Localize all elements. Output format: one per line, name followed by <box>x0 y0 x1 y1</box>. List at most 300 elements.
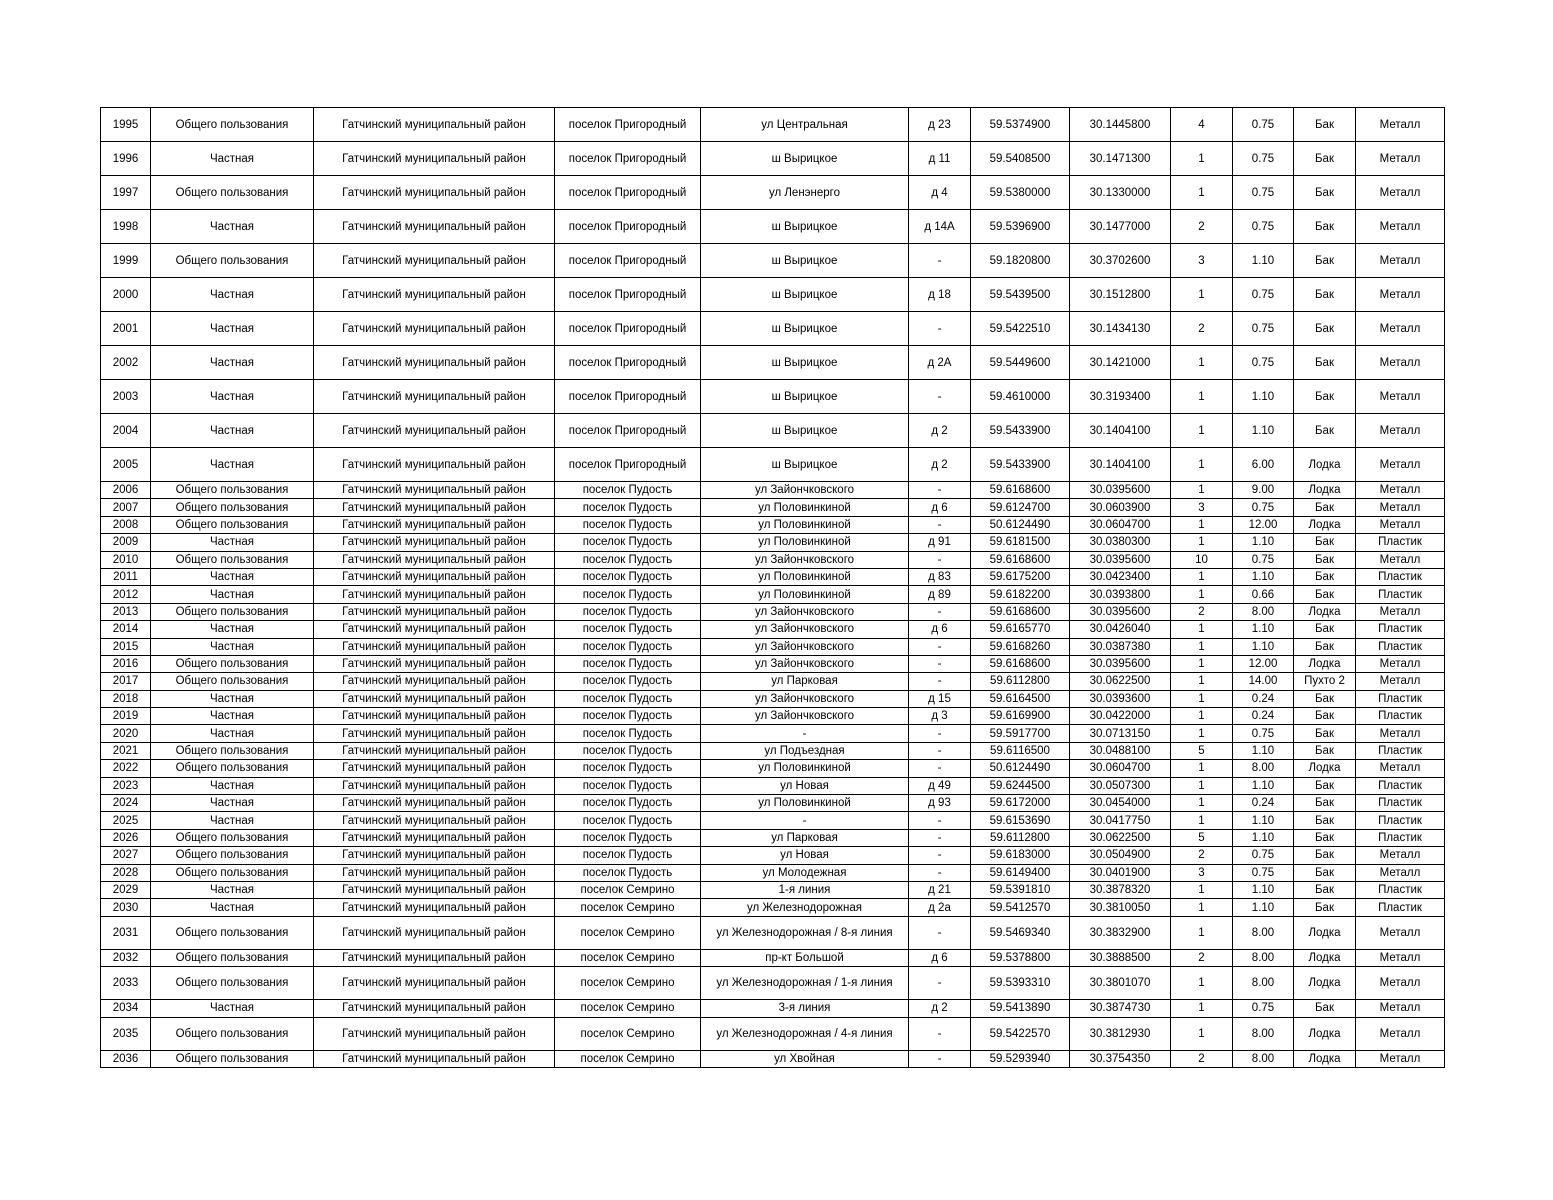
cell-number: 2004 <box>101 414 151 448</box>
cell-settlement: поселок Пригородный <box>555 176 701 210</box>
cell-district: Гатчинский муниципальный район <box>314 829 555 846</box>
cell-container-type: Бак <box>1294 899 1356 916</box>
cell-latitude: 59.6183000 <box>971 847 1070 864</box>
cell-district: Гатчинский муниципальный район <box>314 690 555 707</box>
cell-volume: 0.75 <box>1233 1000 1294 1017</box>
cell-longitude: 30.1404100 <box>1070 414 1171 448</box>
cell-settlement: поселок Пудость <box>555 586 701 603</box>
cell-settlement: поселок Пудость <box>555 621 701 638</box>
cell-count: 1 <box>1171 414 1233 448</box>
cell-number: 1999 <box>101 244 151 278</box>
cell-latitude: 59.5422510 <box>971 312 1070 346</box>
cell-house: д 15 <box>909 690 971 707</box>
cell-ownership: Общего пользования <box>151 1050 314 1067</box>
cell-number: 2034 <box>101 1000 151 1017</box>
cell-volume: 8.00 <box>1233 1017 1294 1050</box>
cell-ownership: Частная <box>151 725 314 742</box>
table-row <box>101 864 1445 881</box>
cell-house: д 21 <box>909 881 971 898</box>
cell-ownership: Частная <box>151 278 314 312</box>
cell-latitude: 59.5469340 <box>971 916 1070 949</box>
cell-container-type: Бак <box>1294 864 1356 881</box>
cell-house: д 14А <box>909 210 971 244</box>
table-row <box>101 881 1445 898</box>
cell-district: Гатчинский муниципальный район <box>314 568 555 585</box>
cell-street: ул Зайончковского <box>701 551 909 568</box>
cell-material: Металл <box>1356 278 1445 312</box>
cell-material: Металл <box>1356 1050 1445 1067</box>
cell-longitude: 30.3801070 <box>1070 967 1171 1000</box>
cell-material: Металл <box>1356 346 1445 380</box>
cell-number: 2026 <box>101 829 151 846</box>
cell-settlement: поселок Пудость <box>555 568 701 585</box>
cell-ownership: Общего пользования <box>151 108 314 142</box>
cell-number: 2000 <box>101 278 151 312</box>
cell-settlement: поселок Семрино <box>555 899 701 916</box>
cell-latitude: 59.5378800 <box>971 949 1070 966</box>
cell-settlement: поселок Семрино <box>555 967 701 1000</box>
cell-count: 1 <box>1171 899 1233 916</box>
cell-latitude: 59.6168600 <box>971 482 1070 499</box>
cell-street: ул Новая <box>701 847 909 864</box>
cell-settlement: поселок Пудость <box>555 795 701 812</box>
cell-street: ул Зайончковского <box>701 655 909 672</box>
cell-settlement: поселок Пригородный <box>555 448 701 482</box>
cell-material: Металл <box>1356 603 1445 620</box>
cell-ownership: Общего пользования <box>151 916 314 949</box>
cell-district: Гатчинский муниципальный район <box>314 621 555 638</box>
cell-count: 2 <box>1171 949 1233 966</box>
cell-material: Металл <box>1356 108 1445 142</box>
cell-count: 1 <box>1171 760 1233 777</box>
cell-number: 2024 <box>101 795 151 812</box>
cell-house: - <box>909 916 971 949</box>
cell-volume: 1.10 <box>1233 881 1294 898</box>
cell-latitude: 59.6116500 <box>971 742 1070 759</box>
cell-number: 2030 <box>101 899 151 916</box>
cell-volume: 0.75 <box>1233 312 1294 346</box>
cell-street: пр-кт Большой <box>701 949 909 966</box>
cell-number: 2005 <box>101 448 151 482</box>
cell-count: 3 <box>1171 864 1233 881</box>
cell-volume: 0.75 <box>1233 176 1294 210</box>
cell-container-type: Лодка <box>1294 516 1356 533</box>
table-row <box>101 847 1445 864</box>
cell-settlement: поселок Пригородный <box>555 346 701 380</box>
cell-container-type: Бак <box>1294 176 1356 210</box>
cell-latitude: 59.5413890 <box>971 1000 1070 1017</box>
cell-count: 1 <box>1171 346 1233 380</box>
cell-settlement: поселок Семрино <box>555 949 701 966</box>
cell-longitude: 30.3832900 <box>1070 916 1171 949</box>
cell-container-type: Бак <box>1294 829 1356 846</box>
cell-container-type: Бак <box>1294 621 1356 638</box>
cell-district: Гатчинский муниципальный район <box>314 346 555 380</box>
table-row <box>101 967 1445 1000</box>
cell-house: д 18 <box>909 278 971 312</box>
cell-material: Металл <box>1356 414 1445 448</box>
cell-house: д 83 <box>909 568 971 585</box>
table-row <box>101 142 1445 176</box>
cell-house: д 2а <box>909 899 971 916</box>
cell-container-type: Пухто 2 <box>1294 673 1356 690</box>
cell-material: Пластик <box>1356 812 1445 829</box>
cell-latitude: 59.6165770 <box>971 621 1070 638</box>
cell-latitude: 59.5433900 <box>971 414 1070 448</box>
cell-latitude: 59.5380000 <box>971 176 1070 210</box>
cell-number: 2032 <box>101 949 151 966</box>
cell-district: Гатчинский муниципальный район <box>314 742 555 759</box>
cell-volume: 14.00 <box>1233 673 1294 690</box>
cell-longitude: 30.3193400 <box>1070 380 1171 414</box>
cell-district: Гатчинский муниципальный район <box>314 795 555 812</box>
cell-street: ул Половинкиной <box>701 516 909 533</box>
cell-latitude: 59.5293940 <box>971 1050 1070 1067</box>
cell-settlement: поселок Пригородный <box>555 380 701 414</box>
cell-number: 2022 <box>101 760 151 777</box>
cell-latitude: 59.6169900 <box>971 708 1070 725</box>
cell-container-type: Бак <box>1294 108 1356 142</box>
cell-material: Металл <box>1356 516 1445 533</box>
cell-volume: 1.10 <box>1233 414 1294 448</box>
cell-volume: 0.75 <box>1233 210 1294 244</box>
cell-district: Гатчинский муниципальный район <box>314 949 555 966</box>
cell-street: 3-я линия <box>701 1000 909 1017</box>
cell-street: ул Зайончковского <box>701 638 909 655</box>
cell-count: 1 <box>1171 534 1233 551</box>
cell-district: Гатчинский муниципальный район <box>314 603 555 620</box>
table-row <box>101 1000 1445 1017</box>
table-row <box>101 760 1445 777</box>
cell-count: 1 <box>1171 795 1233 812</box>
cell-district: Гатчинский муниципальный район <box>314 1000 555 1017</box>
cell-settlement: поселок Пригородный <box>555 278 701 312</box>
cell-latitude: 59.6168600 <box>971 551 1070 568</box>
cell-volume: 9.00 <box>1233 482 1294 499</box>
cell-material: Металл <box>1356 448 1445 482</box>
cell-count: 4 <box>1171 108 1233 142</box>
table-body <box>101 108 1445 1068</box>
cell-volume: 1.10 <box>1233 244 1294 278</box>
table-row <box>101 244 1445 278</box>
cell-count: 1 <box>1171 1017 1233 1050</box>
cell-container-type: Бак <box>1294 142 1356 176</box>
cell-settlement: поселок Пудость <box>555 516 701 533</box>
cell-longitude: 30.0422000 <box>1070 708 1171 725</box>
cell-container-type: Лодка <box>1294 448 1356 482</box>
cell-ownership: Частная <box>151 690 314 707</box>
cell-district: Гатчинский муниципальный район <box>314 777 555 794</box>
cell-volume: 8.00 <box>1233 949 1294 966</box>
cell-count: 1 <box>1171 1000 1233 1017</box>
cell-house: д 2 <box>909 1000 971 1017</box>
cell-material: Пластик <box>1356 795 1445 812</box>
cell-settlement: поселок Пудость <box>555 499 701 516</box>
cell-house: д 6 <box>909 621 971 638</box>
cell-longitude: 30.0454000 <box>1070 795 1171 812</box>
cell-number: 2007 <box>101 499 151 516</box>
cell-material: Металл <box>1356 210 1445 244</box>
cell-material: Пластик <box>1356 777 1445 794</box>
cell-house: д 2А <box>909 346 971 380</box>
cell-material: Пластик <box>1356 621 1445 638</box>
cell-street: ш Вырицкое <box>701 346 909 380</box>
table-row <box>101 551 1445 568</box>
cell-ownership: Частная <box>151 210 314 244</box>
cell-longitude: 30.0380300 <box>1070 534 1171 551</box>
table-row <box>101 380 1445 414</box>
cell-latitude: 59.6168600 <box>971 655 1070 672</box>
cell-district: Гатчинский муниципальный район <box>314 380 555 414</box>
cell-house: - <box>909 673 971 690</box>
cell-house: - <box>909 312 971 346</box>
cell-material: Металл <box>1356 244 1445 278</box>
cell-container-type: Бак <box>1294 847 1356 864</box>
cell-ownership: Общего пользования <box>151 1017 314 1050</box>
cell-settlement: поселок Пудость <box>555 708 701 725</box>
cell-container-type: Бак <box>1294 499 1356 516</box>
cell-material: Металл <box>1356 864 1445 881</box>
cell-street: ул Половинкиной <box>701 760 909 777</box>
cell-ownership: Общего пользования <box>151 603 314 620</box>
cell-count: 2 <box>1171 847 1233 864</box>
cell-latitude: 59.6168260 <box>971 638 1070 655</box>
cell-longitude: 30.0395600 <box>1070 603 1171 620</box>
cell-count: 5 <box>1171 742 1233 759</box>
cell-container-type: Бак <box>1294 278 1356 312</box>
cell-ownership: Общего пользования <box>151 673 314 690</box>
cell-volume: 1.10 <box>1233 638 1294 655</box>
cell-longitude: 30.1330000 <box>1070 176 1171 210</box>
cell-district: Гатчинский муниципальный район <box>314 899 555 916</box>
cell-container-type: Бак <box>1294 795 1356 812</box>
cell-ownership: Общего пользования <box>151 499 314 516</box>
cell-street: - <box>701 812 909 829</box>
cell-ownership: Частная <box>151 708 314 725</box>
cell-street: ул Хвойная <box>701 1050 909 1067</box>
cell-house: - <box>909 603 971 620</box>
cell-number: 2035 <box>101 1017 151 1050</box>
cell-material: Металл <box>1356 482 1445 499</box>
cell-volume: 1.10 <box>1233 899 1294 916</box>
cell-material: Металл <box>1356 725 1445 742</box>
cell-container-type: Бак <box>1294 881 1356 898</box>
cell-house: - <box>909 380 971 414</box>
cell-number: 2009 <box>101 534 151 551</box>
cell-count: 2 <box>1171 603 1233 620</box>
cell-container-type: Бак <box>1294 708 1356 725</box>
cell-street: ш Вырицкое <box>701 244 909 278</box>
cell-ownership: Частная <box>151 881 314 898</box>
cell-ownership: Общего пользования <box>151 742 314 759</box>
cell-district: Гатчинский муниципальный район <box>314 534 555 551</box>
cell-longitude: 30.0393600 <box>1070 690 1171 707</box>
cell-latitude: 59.5422570 <box>971 1017 1070 1050</box>
cell-volume: 0.75 <box>1233 278 1294 312</box>
cell-count: 1 <box>1171 568 1233 585</box>
cell-ownership: Общего пользования <box>151 760 314 777</box>
cell-number: 2012 <box>101 586 151 603</box>
cell-latitude: 59.5393310 <box>971 967 1070 1000</box>
cell-material: Пластик <box>1356 690 1445 707</box>
cell-district: Гатчинский муниципальный район <box>314 916 555 949</box>
cell-house: - <box>909 638 971 655</box>
cell-volume: 1.10 <box>1233 568 1294 585</box>
cell-street: ул Парковая <box>701 673 909 690</box>
cell-settlement: поселок Семрино <box>555 1050 701 1067</box>
cell-ownership: Общего пользования <box>151 967 314 1000</box>
cell-number: 2020 <box>101 725 151 742</box>
cell-house: - <box>909 829 971 846</box>
cell-container-type: Бак <box>1294 638 1356 655</box>
cell-material: Пластик <box>1356 829 1445 846</box>
cell-longitude: 30.0507300 <box>1070 777 1171 794</box>
cell-latitude: 59.5396900 <box>971 210 1070 244</box>
cell-number: 2028 <box>101 864 151 881</box>
cell-number: 2014 <box>101 621 151 638</box>
cell-number: 1998 <box>101 210 151 244</box>
cell-longitude: 30.0417750 <box>1070 812 1171 829</box>
cell-settlement: поселок Пригородный <box>555 312 701 346</box>
cell-house: - <box>909 725 971 742</box>
cell-settlement: поселок Пудость <box>555 655 701 672</box>
cell-count: 3 <box>1171 499 1233 516</box>
cell-settlement: поселок Семрино <box>555 881 701 898</box>
cell-longitude: 30.0393800 <box>1070 586 1171 603</box>
cell-number: 2018 <box>101 690 151 707</box>
table-row <box>101 568 1445 585</box>
table-row <box>101 795 1445 812</box>
cell-ownership: Общего пользования <box>151 829 314 846</box>
cell-volume: 8.00 <box>1233 1050 1294 1067</box>
cell-material: Металл <box>1356 1000 1445 1017</box>
cell-ownership: Частная <box>151 621 314 638</box>
cell-street: ш Вырицкое <box>701 142 909 176</box>
table-row <box>101 176 1445 210</box>
cell-material: Пластик <box>1356 586 1445 603</box>
cell-house: - <box>909 244 971 278</box>
cell-longitude: 30.0387380 <box>1070 638 1171 655</box>
cell-latitude: 59.5917700 <box>971 725 1070 742</box>
cell-container-type: Лодка <box>1294 760 1356 777</box>
cell-number: 2010 <box>101 551 151 568</box>
cell-street: ул Ленэнерго <box>701 176 909 210</box>
cell-ownership: Частная <box>151 414 314 448</box>
cell-district: Гатчинский муниципальный район <box>314 244 555 278</box>
table-row <box>101 346 1445 380</box>
cell-container-type: Лодка <box>1294 655 1356 672</box>
cell-latitude: 59.5412570 <box>971 899 1070 916</box>
cell-latitude: 59.6244500 <box>971 777 1070 794</box>
cell-container-type: Лодка <box>1294 1050 1356 1067</box>
table-row <box>101 108 1445 142</box>
document-page <box>100 107 1445 1068</box>
cell-settlement: поселок Пригородный <box>555 244 701 278</box>
cell-longitude: 30.0504900 <box>1070 847 1171 864</box>
cell-district: Гатчинский муниципальный район <box>314 881 555 898</box>
table-row <box>101 725 1445 742</box>
cell-ownership: Частная <box>151 586 314 603</box>
cell-number: 2016 <box>101 655 151 672</box>
cell-street: ул Зайончковского <box>701 482 909 499</box>
cell-ownership: Частная <box>151 380 314 414</box>
cell-longitude: 30.0395600 <box>1070 655 1171 672</box>
cell-settlement: поселок Семрино <box>555 1017 701 1050</box>
cell-house: д 3 <box>909 708 971 725</box>
cell-volume: 0.75 <box>1233 499 1294 516</box>
cell-container-type: Бак <box>1294 690 1356 707</box>
cell-container-type: Бак <box>1294 414 1356 448</box>
cell-street: 1-я линия <box>701 881 909 898</box>
cell-latitude: 59.6112800 <box>971 673 1070 690</box>
cell-ownership: Общего пользования <box>151 847 314 864</box>
cell-volume: 12.00 <box>1233 516 1294 533</box>
cell-volume: 1.10 <box>1233 777 1294 794</box>
cell-count: 1 <box>1171 448 1233 482</box>
cell-volume: 0.24 <box>1233 708 1294 725</box>
cell-number: 2023 <box>101 777 151 794</box>
cell-number: 2008 <box>101 516 151 533</box>
cell-settlement: поселок Пригородный <box>555 142 701 176</box>
cell-longitude: 30.0713150 <box>1070 725 1171 742</box>
cell-volume: 0.75 <box>1233 108 1294 142</box>
cell-material: Металл <box>1356 760 1445 777</box>
cell-street: ул Железнодорожная <box>701 899 909 916</box>
cell-number: 2011 <box>101 568 151 585</box>
cell-container-type: Лодка <box>1294 603 1356 620</box>
cell-latitude: 59.6182200 <box>971 586 1070 603</box>
cell-house: - <box>909 760 971 777</box>
table-row <box>101 708 1445 725</box>
cell-house: д 2 <box>909 448 971 482</box>
cell-street: ул Половинкиной <box>701 586 909 603</box>
cell-house: - <box>909 551 971 568</box>
cell-count: 1 <box>1171 482 1233 499</box>
waste-container-sites-table <box>100 107 1445 1068</box>
cell-latitude: 59.6172000 <box>971 795 1070 812</box>
cell-volume: 8.00 <box>1233 916 1294 949</box>
cell-number: 1997 <box>101 176 151 210</box>
cell-volume: 0.75 <box>1233 142 1294 176</box>
cell-street: ул Железнодорожная / 1-я линия <box>701 967 909 1000</box>
cell-volume: 8.00 <box>1233 760 1294 777</box>
cell-settlement: поселок Пудость <box>555 638 701 655</box>
cell-district: Гатчинский муниципальный район <box>314 210 555 244</box>
cell-latitude: 59.6175200 <box>971 568 1070 585</box>
cell-settlement: поселок Пригородный <box>555 108 701 142</box>
cell-container-type: Лодка <box>1294 1017 1356 1050</box>
cell-longitude: 30.0401900 <box>1070 864 1171 881</box>
cell-container-type: Лодка <box>1294 949 1356 966</box>
cell-longitude: 30.1421000 <box>1070 346 1171 380</box>
cell-district: Гатчинский муниципальный район <box>314 448 555 482</box>
cell-material: Пластик <box>1356 568 1445 585</box>
cell-number: 2013 <box>101 603 151 620</box>
cell-house: - <box>909 847 971 864</box>
cell-district: Гатчинский муниципальный район <box>314 638 555 655</box>
cell-number: 2019 <box>101 708 151 725</box>
cell-street: ул Половинкиной <box>701 534 909 551</box>
cell-settlement: поселок Пудость <box>555 603 701 620</box>
cell-count: 1 <box>1171 655 1233 672</box>
cell-material: Металл <box>1356 916 1445 949</box>
cell-volume: 6.00 <box>1233 448 1294 482</box>
cell-house: д 6 <box>909 499 971 516</box>
cell-street: ул Половинкиной <box>701 568 909 585</box>
cell-street: ул Железнодорожная / 4-я линия <box>701 1017 909 1050</box>
cell-ownership: Общего пользования <box>151 551 314 568</box>
cell-district: Гатчинский муниципальный район <box>314 967 555 1000</box>
